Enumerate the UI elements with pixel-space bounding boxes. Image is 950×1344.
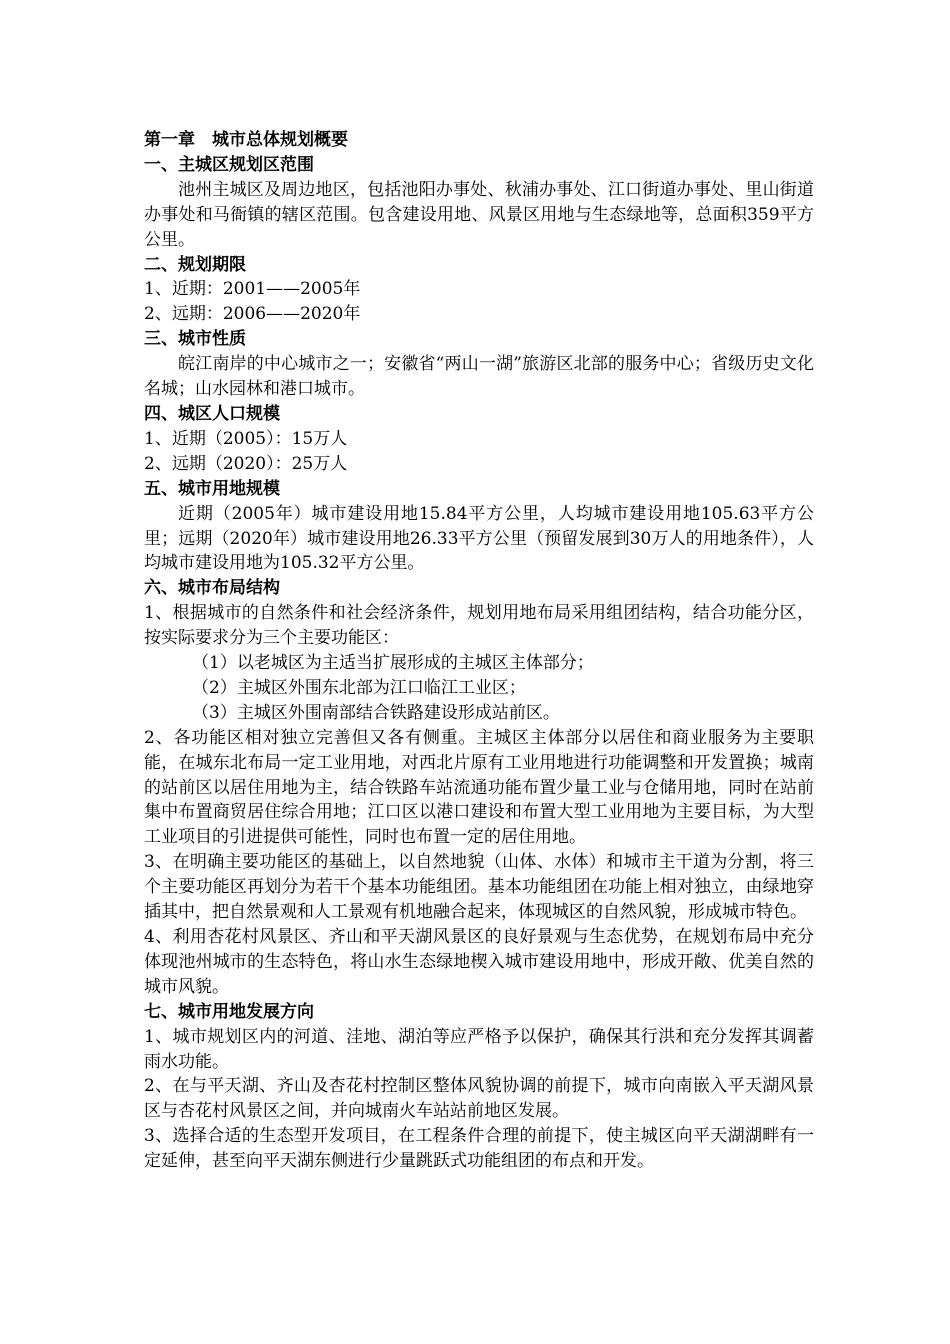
direction-paragraph-1: 1、城市规划区内的河道、洼地、湖泊等应严格予以保护，确保其行洪和充分发挥其调蓄雨水功能。 — [144, 1026, 814, 1072]
document-page — [144, 128, 814, 1174]
layout-paragraph-1: 1、根据城市的自然条件和社会经济条件，规划用地布局采用组团结构，结合功能分区，按实际要求分为三个主要功能区： — [144, 603, 814, 649]
section-title-layout: 六、城市布局结构 — [144, 578, 280, 599]
section-title-nature: 三、城市性质 — [144, 329, 246, 350]
layout-paragraph-2: 2、各功能区相对独立完善但又各有侧重。主城区主体部分以居住和商业服务为主要职能，在城东北布局一定工业用地，对西北片原有工业用地进行功能调整和开发置换；城南的站前区以居住用地为主，结合铁路车站流通功能布置少量工业与仓储用地，同时在站前集中布置商贸居住综合用地；江口区以港口建设和布置大型工业用地为主要目标，为大型工业项目的引进提供可能性，同时也布置一定的居住用地。 — [144, 727, 814, 848]
population-item: 1、近期（2005）：15万人 — [144, 428, 348, 449]
period-item: 1、近期：2001——2005年 — [144, 279, 361, 300]
layout-subitem: （2）主城区外围东北部为江口临江工业区； — [192, 677, 526, 698]
layout-paragraph-4: 4、利用杏花村风景区、齐山和平天湖风景区的良好景观与生态优势，在规划布局中充分体现池州城市的生态特色，将山水生态绿地楔入城市建设用地中，形成开敞、优美自然的城市风貌。 — [144, 927, 814, 997]
section-title-period: 二、规划期限 — [144, 254, 246, 275]
population-item: 2、远期（2020）：25万人 — [144, 453, 348, 474]
layout-paragraph-3: 3、在明确主要功能区的基础上，以自然地貌（山体、水体）和城市主干道为分割，将三个主要功能区再划分为若干个基本功能组团。基本功能组团在功能上相对独立，由绿地穿插其中，把自然景观和人工景观有机地融合起来，体现城区的自然风貌，形成城市特色。 — [144, 852, 814, 923]
section-title-population: 四、城区人口规模 — [144, 403, 280, 424]
section-title-scope: 一、主城区规划区范围 — [144, 154, 314, 175]
layout-subitem: （1）以老城区为主适当扩展形成的主城区主体部分； — [192, 653, 594, 674]
section-title-land-scale: 五、城市用地规模 — [144, 478, 280, 499]
chapter-title: 第一章 城市总体规划概要 — [144, 130, 348, 150]
layout-subitem: （3）主城区外围南部结合铁路建设形成站前区。 — [192, 702, 560, 723]
direction-paragraph-3: 3、选择合适的生态型开发项目，在工程条件合理的前提下，使主城区向平天湖湖畔有一定延伸，甚至向平天湖东侧进行少量跳跃式功能组团的布点和开发。 — [144, 1126, 814, 1172]
period-item: 2、远期：2006——2020年 — [144, 304, 361, 325]
direction-paragraph-2: 2、在与平天湖、齐山及杏花村控制区整体风貌协调的前提下，城市向南嵌入平天湖风景区与杏花村风景区之间，并向城南火车站站前地区发展。 — [144, 1076, 814, 1122]
land-scale-paragraph: 近期（2005年）城市建设用地15.84平方公里，人均城市建设用地105.63平方公里；远期（2020年）城市建设用地26.33平方公里（预留发展到30万人的用地条件），人均城市建设用地为105.32平方公里。 — [144, 503, 814, 574]
nature-paragraph: 皖江南岸的中心城市之一；安徽省“两山一湖”旅游区北部的服务中心；省级历史文化名城；山水园林和港口城市。 — [144, 354, 814, 400]
section-title-direction: 七、城市用地发展方向 — [144, 1001, 314, 1022]
scope-paragraph: 池州主城区及周边地区，包括池阳办事处、秋浦办事处、江口街道办事处、里山街道办事处和马衙镇的辖区范围。包含建设用地、风景区用地与生态绿地等，总面积359平方公里。 — [144, 179, 814, 250]
